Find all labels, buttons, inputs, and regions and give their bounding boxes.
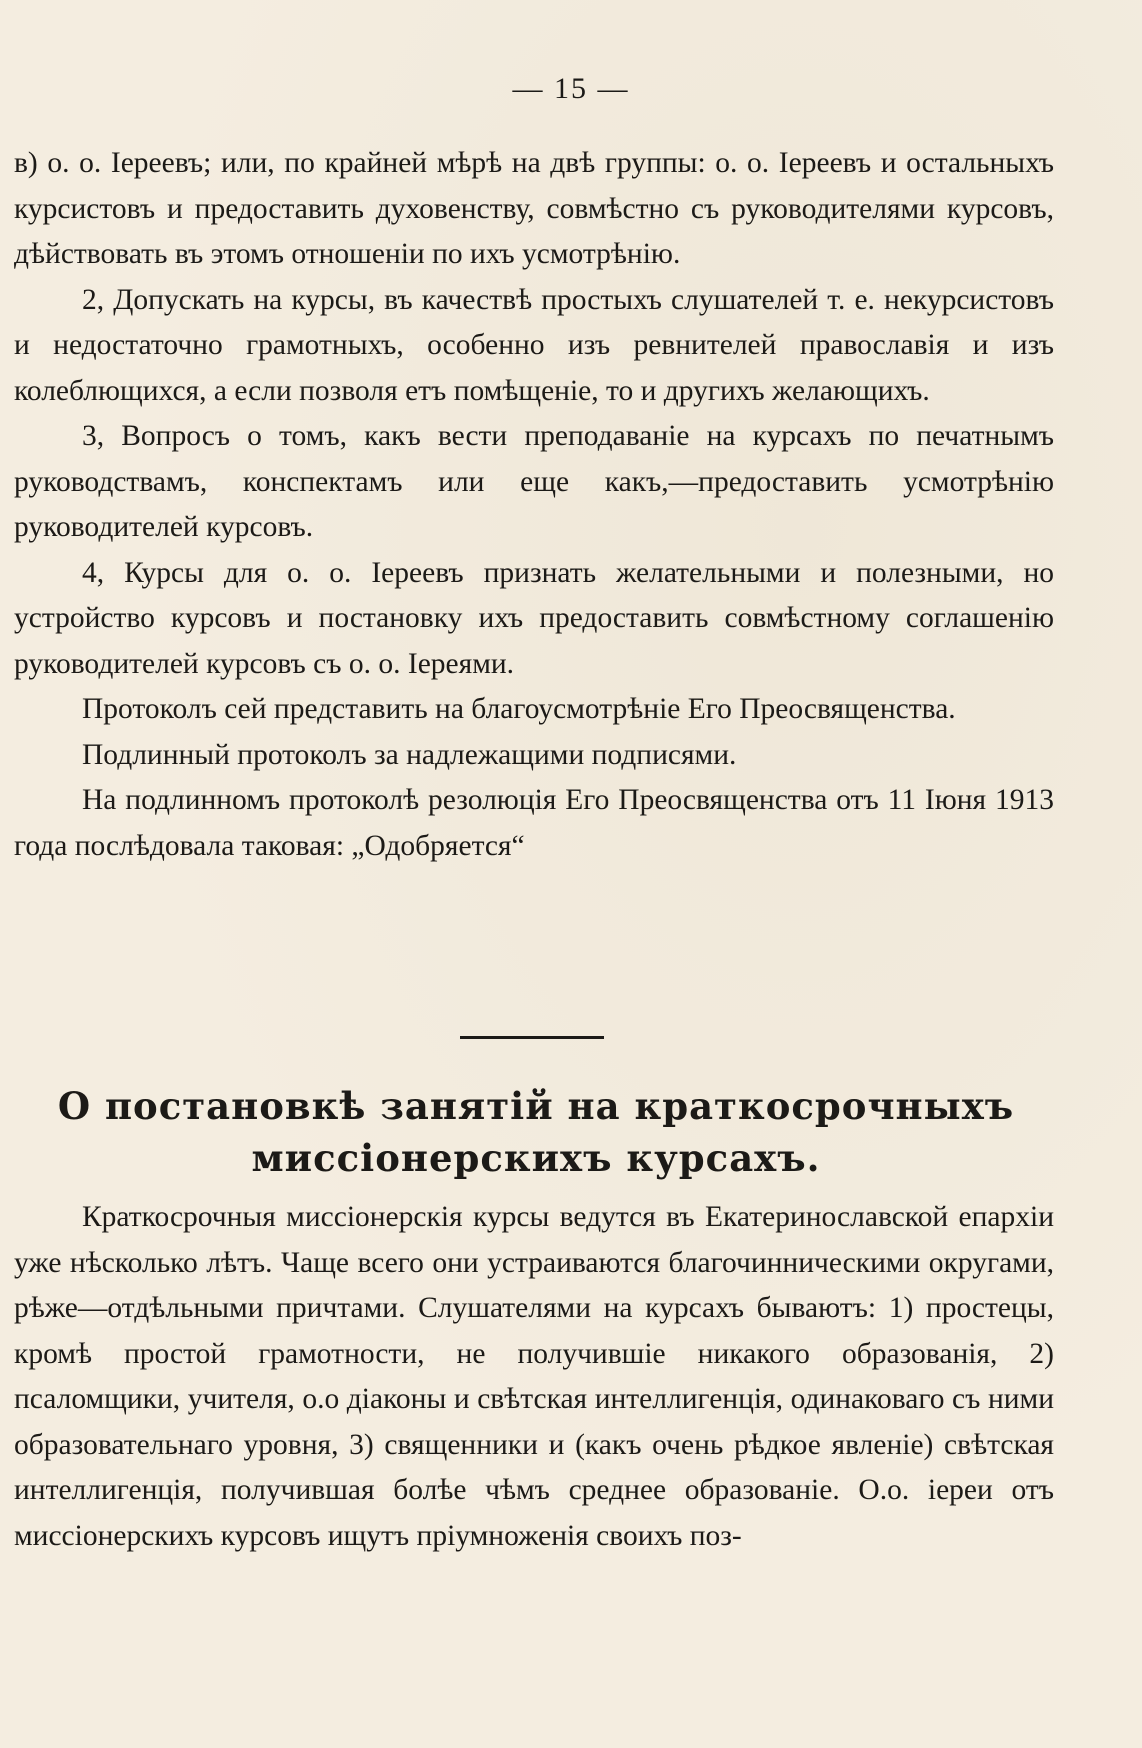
paragraph-short-courses: Краткосрочныя миссіонерскія курсы ведутся въ Екатеринославской епархіи уже нѣсколько лѣтъ. Чаще всего они устраиваются благочинническими округами, рѣже—отдѣльными причтами. Слушателями на курсахъ бываютъ: 1) простецы, кромѣ простой грамотности, не получившіе никакого образованія, 2) псаломщики, учителя, о.о діаконы и свѣтская интеллигенція, одинаковаго съ ними образовательнаго уровня, 3) священники и (какъ очень рѣдкое явленіе) свѣтская интеллигенція, получившая болѣе чѣмъ среднее образованіе. О.о. іереи отъ миссіонерскихъ курсовъ ищутъ пріумноженія своихъ поз- [14, 1201, 1054, 1552]
paragraph-original-signatures: Подлинный протоколъ за надлежащими подписями. [82, 738, 737, 771]
paragraph-item-4: 4, Курсы для о. о. Іереевъ признать желательными и полезными, но устройство курсовъ и постановку ихъ предоставить совмѣстному соглашенію руководителей курсовъ съ о. о. Іереями. [14, 556, 1054, 680]
paragraph-item-3: 3, Вопросъ о томъ, какъ вести преподаваніе на курсахъ по печатнымъ руководствамъ, конспектамъ или еще какъ,—предоставить усмотрѣнію руководителей курсовъ. [14, 420, 1054, 543]
protocol-text [14, 141, 1054, 869]
section-heading-line-1: О постановкѣ занятій на краткосрочныхъ [57, 1084, 1015, 1128]
paragraph-clergy-groups: в) о. о. Іереевъ; или, по крайней мѣрѣ на двѣ группы: о. о. Іереевъ и остальныхъ курсистовъ и предоставить духовенству, совмѣстно съ руководителями курсовъ, дѣйствовать въ этомъ отношеніи по ихъ усмотрѣнію. [14, 147, 1054, 270]
section-heading [0, 1080, 1072, 1184]
paragraph-item-2: 2, Допускать на курсы, въ качествѣ простыхъ слушателей т. е. некурсистовъ и недостаточно грамотныхъ, особенно изъ ревнителей православія и изъ колеблющихся, а если позволя етъ помѣщеніе, то и другихъ желающихъ. [14, 283, 1054, 407]
page-number: — 15 — [512, 72, 630, 105]
section-heading-line-2: миссіонерскихъ курсахъ. [251, 1136, 821, 1180]
paragraph-resolution: На подлинномъ протоколѣ резолюція Его Преосвященства отъ 11 Іюня 1913 года послѣдовала таковая: „Одобряется“ [14, 784, 1054, 862]
paragraph-protocol-submit: Протоколъ сей представить на благоусмотрѣніе Его Преосвященства. [82, 693, 956, 725]
courses-text [14, 1195, 1054, 1559]
section-divider [460, 1036, 604, 1039]
